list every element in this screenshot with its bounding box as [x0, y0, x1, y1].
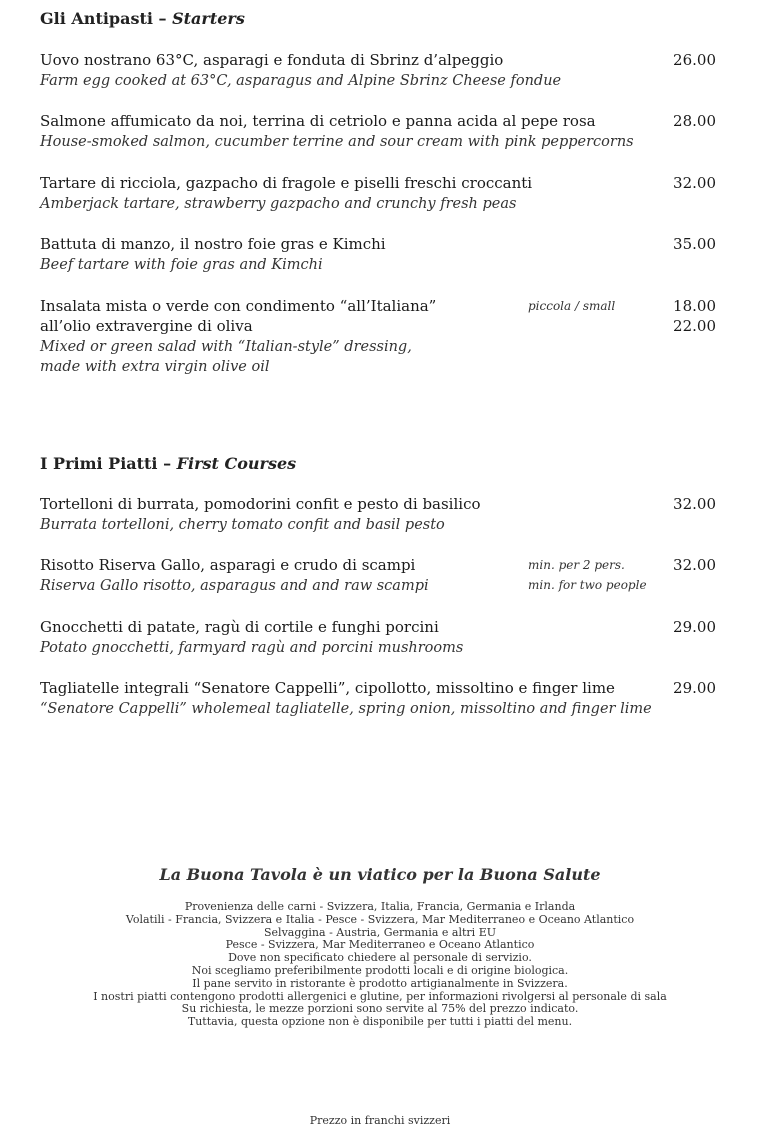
item-price-large: 22.00: [673, 317, 716, 335]
info-line: Tuttavia, questa opzione non è disponibile per tutti i piatti del menu.: [187, 1015, 573, 1029]
item-name-en: Mixed or green salad with “Italian-style” dressing,: [40, 339, 412, 355]
item-price: 28.00: [673, 112, 716, 130]
item-price: 32.00: [673, 556, 716, 574]
item-name-it: Salmone affumicato da noi, terrina di cetriolo e panna acida al pepe rosa: [40, 112, 596, 130]
section-title-starters: [40, 9, 245, 29]
menu-item: [40, 234, 720, 274]
item-name-en: House-smoked salmon, cucumber terrine and sour cream with pink peppercorns: [40, 134, 634, 150]
footer-info: [0, 901, 760, 1029]
item-price: 29.00: [673, 679, 716, 697]
info-line: I nostri piatti contengono prodotti allergenici e glutine, per informazioni rivolgersi al personale di sala: [93, 989, 667, 1003]
info-line: Dove non specificato chiedere al personale di servizio.: [228, 951, 532, 965]
item-price: 29.00: [673, 618, 716, 636]
item-name-it: Uovo nostrano 63°C, asparagi e fonduta di Sbrinz d’alpeggio: [40, 51, 504, 69]
menu-item: [40, 617, 720, 657]
section-title-first-courses: [40, 454, 296, 474]
item-name-it: Gnocchetti di patate, ragù di cortile e funghi porcini: [40, 618, 439, 636]
currency-note: Prezzo in franchi svizzeri: [309, 1114, 451, 1127]
item-name-en: Beef tartare with foie gras and Kimchi: [40, 257, 323, 273]
info-line: Selvaggina - Austria, Germania e altri EU: [264, 925, 496, 939]
menu-item-salad: [40, 296, 720, 376]
item-name-en: “Senatore Cappelli” wholemeal tagliatelle, spring onion, missoltino and finger lime: [40, 701, 652, 717]
item-name-it: Tortelloni di burrata, pomodorini confit e pesto di basilico: [40, 495, 481, 513]
menu-item: [40, 555, 720, 595]
menu-item: [40, 678, 720, 718]
info-line: Noi scegliamo preferibilmente prodotti locali e di origine biologica.: [191, 963, 569, 977]
section-title-en: Starters: [172, 9, 245, 28]
item-name-it-line2: all’olio extravergine di oliva: [40, 317, 253, 335]
item-name-en: Burrata tortelloni, cherry tomato confit and basil pesto: [40, 517, 445, 533]
item-name-en: Amberjack tartare, strawberry gazpacho and crunchy fresh peas: [40, 196, 517, 212]
info-line: Il pane servito in ristorante è prodotto artigianalmente in Svizzera.: [192, 976, 568, 990]
item-price: 35.00: [673, 235, 716, 253]
info-line: Volatili - Francia, Svizzera e Italia - Pesce - Svizzera, Mar Mediterraneo e Oceano Atlantico: [125, 912, 635, 926]
min-persons-note-en: min. for two people: [528, 578, 647, 592]
info-line: Su richiesta, le mezze porzioni sono servite al 75% del prezzo indicato.: [181, 1002, 579, 1016]
info-line: Pesce - Svizzera, Mar Mediterraneo e Oceano Atlantico: [225, 938, 535, 952]
item-name-en-line2: made with extra virgin olive oil: [40, 359, 270, 375]
item-price-small: 18.00: [673, 297, 716, 315]
item-name-it: Risotto Riserva Gallo, asparagi e crudo di scampi: [40, 556, 416, 574]
item-price: 32.00: [673, 495, 716, 513]
item-name-it: Insalata mista o verde con condimento “all’Italiana”: [40, 297, 437, 315]
item-price: 26.00: [673, 51, 716, 69]
section-title-en: First Courses: [176, 454, 297, 473]
section-title-it: Gli Antipasti –: [40, 9, 167, 28]
item-name-it: Tagliatelle integrali “Senatore Cappelli”, cipollotto, missoltino e finger lime: [40, 679, 615, 697]
footer-motto: La Buona Tavola è un viatico per la Buona Salute: [159, 865, 601, 884]
item-name-en: Riserva Gallo risotto, asparagus and and raw scampi: [40, 578, 429, 594]
item-name-en: Potato gnocchetti, farmyard ragù and porcini mushrooms: [40, 640, 464, 656]
menu-item: [40, 173, 720, 213]
menu-item: [40, 50, 720, 90]
item-name-en: Farm egg cooked at 63°C, asparagus and Alpine Sbrinz Cheese fondue: [40, 73, 562, 89]
portion-note: piccola / small: [528, 299, 616, 313]
item-price: 32.00: [673, 174, 716, 192]
item-name-it: Tartare di ricciola, gazpacho di fragole e piselli freschi croccanti: [40, 174, 533, 192]
item-name-it: Battuta di manzo, il nostro foie gras e Kimchi: [40, 235, 386, 253]
menu-item: [40, 494, 720, 534]
info-line: Provenienza delle carni - Svizzera, Italia, Francia, Germania e Irlanda: [184, 900, 576, 913]
menu-item: [40, 111, 720, 151]
min-persons-note-it: min. per 2 pers.: [528, 558, 625, 572]
section-title-it: I Primi Piatti –: [40, 454, 172, 473]
